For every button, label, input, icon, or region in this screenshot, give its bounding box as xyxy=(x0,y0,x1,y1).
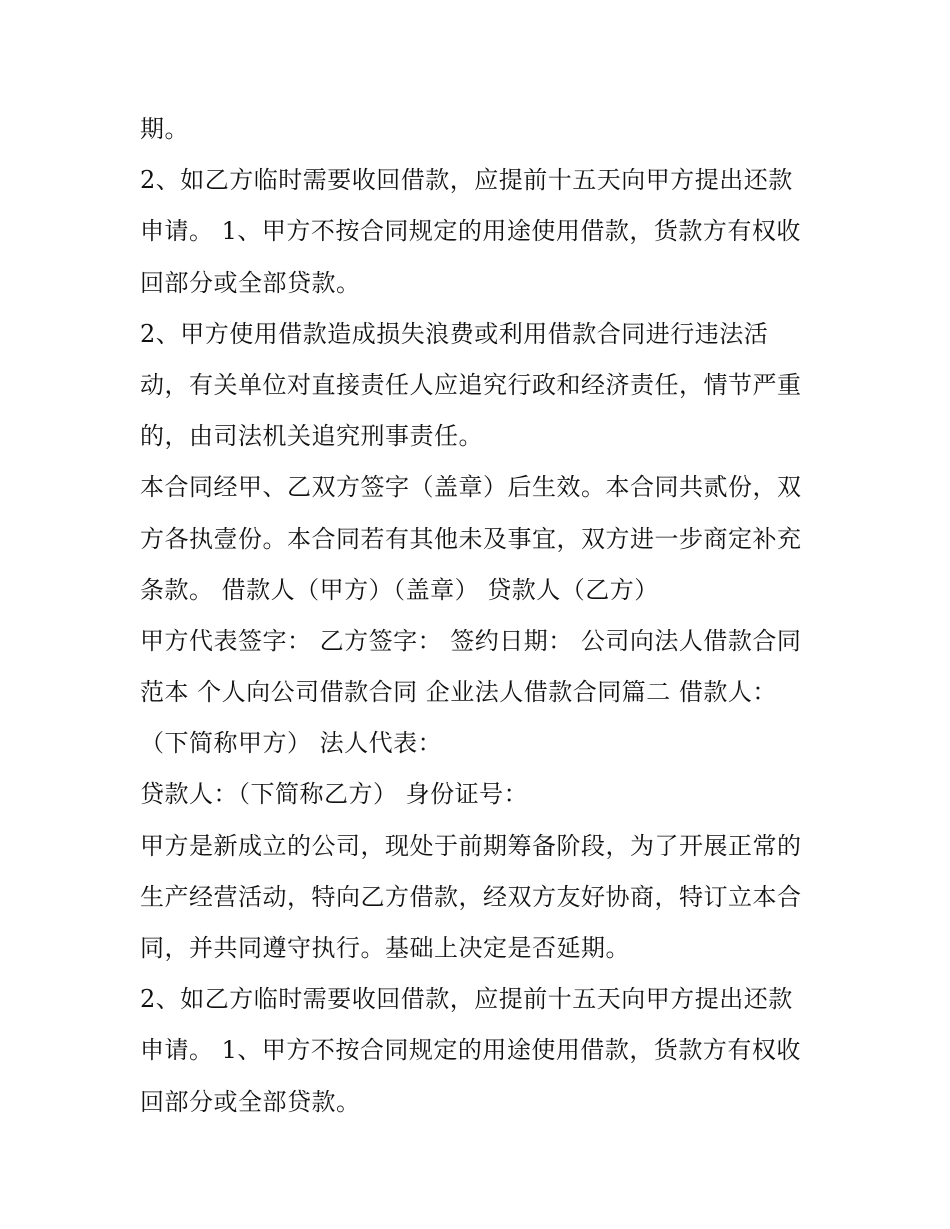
text-line: 贷款人：（下简称乙方） 身份证号： xyxy=(140,780,529,809)
text-line: 2、如乙方临时需要收回借款，应提前十五天向甲方提出还款 xyxy=(140,166,793,195)
text-line: 本合同经甲、乙双方签字（盖章）后生效。本合同共贰份，双 xyxy=(140,473,802,502)
text-line: 同，并共同遵守执行。基础上决定是否延期。 xyxy=(140,934,630,962)
text-line: 2、甲方使用借款造成损失浪费或利用借款合同进行违法活 xyxy=(140,319,769,348)
text-line: 甲方代表签字： 乙方签字： 签约日期： 公司向法人借款合同 xyxy=(140,626,802,655)
text-line: （下简称甲方） 法人代表： xyxy=(140,729,443,758)
text-line: 动，有关单位对直接责任人应追究行政和经济责任，情节严重 xyxy=(140,370,802,399)
text-line: 回部分或全部贷款。 xyxy=(140,268,361,297)
text-line: 的，由司法机关追究刑事责任。 xyxy=(140,422,483,451)
text-line: 期。 xyxy=(140,115,189,143)
text-line: 范本 个人向公司借款合同 企业法人借款合同篇二 借款人： xyxy=(140,678,777,707)
text-line: 申请。 1、甲方不按合同规定的用途使用借款，货款方有权收 xyxy=(140,1036,801,1065)
text-line: 2、如乙方临时需要收回借款，应提前十五天向甲方提出还款 xyxy=(140,985,793,1014)
text-line: 方各执壹份。本合同若有其他未及事宜，双方进一步商定补充 xyxy=(140,524,802,553)
text-line: 条款。 借款人（甲方）（盖章） 贷款人（乙方） xyxy=(140,575,659,604)
text-line: 申请。 1、甲方不按合同规定的用途使用借款，货款方有权收 xyxy=(140,217,801,246)
text-line: 甲方是新成立的公司，现处于前期筹备阶段，为了开展正常的 xyxy=(140,831,802,860)
document-body xyxy=(140,104,820,1128)
text-line: 回部分或全部贷款。 xyxy=(140,1087,361,1116)
text-line: 生产经营活动，特向乙方借款，经双方友好协商，特订立本合 xyxy=(140,882,802,911)
